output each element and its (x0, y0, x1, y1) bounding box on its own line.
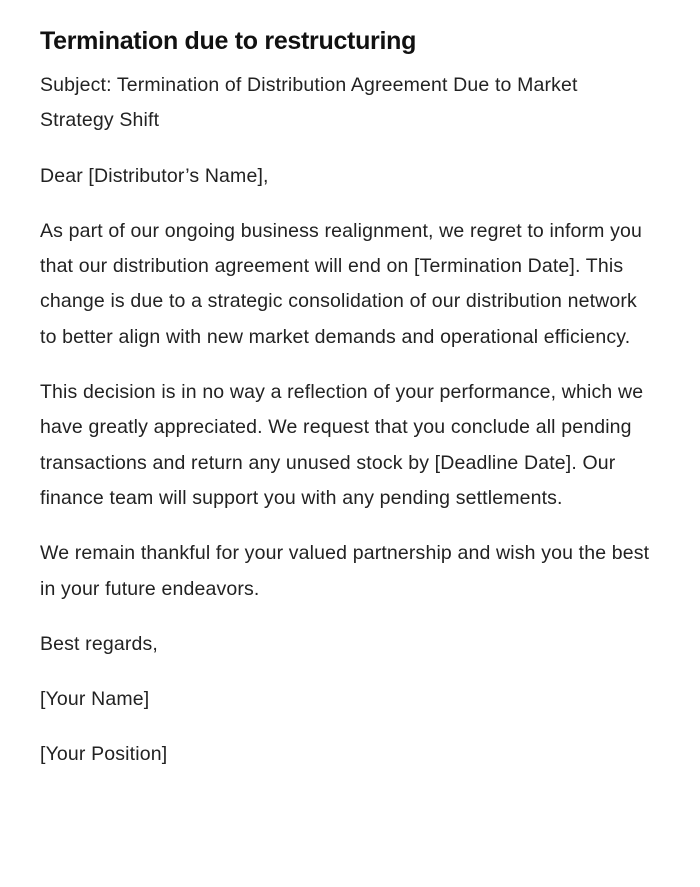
body-paragraph-1: As part of our ongoing business realignment, we regret to inform you that our distribution agreement will end on [Termination Date]. This change is due to a strategic consolidation of our distribution network to better align with new market demands and operational efficiency. (40, 219, 643, 348)
signature-position: [Your Position] (40, 743, 168, 766)
body-paragraph-3: We remain thankful for your valued partnership and wish you the best in your future endeavors. (40, 542, 650, 600)
salutation: Dear [Distributor’s Name], (40, 164, 269, 187)
subject-line: Subject: Termination of Distribution Agreement Due to Market Strategy Shift (40, 74, 578, 132)
closing: Best regards, (40, 632, 158, 655)
document-title: Termination due to restructuring (40, 27, 417, 55)
body-paragraph-2: This decision is in no way a reflection of your performance, which we have greatly appreciated. We request that you conclude all pending transactions and return any unused stock by [Deadline Date]. Our finance team will support you with any pending settlements. (40, 381, 644, 509)
signature-name: [Your Name] (40, 688, 150, 711)
